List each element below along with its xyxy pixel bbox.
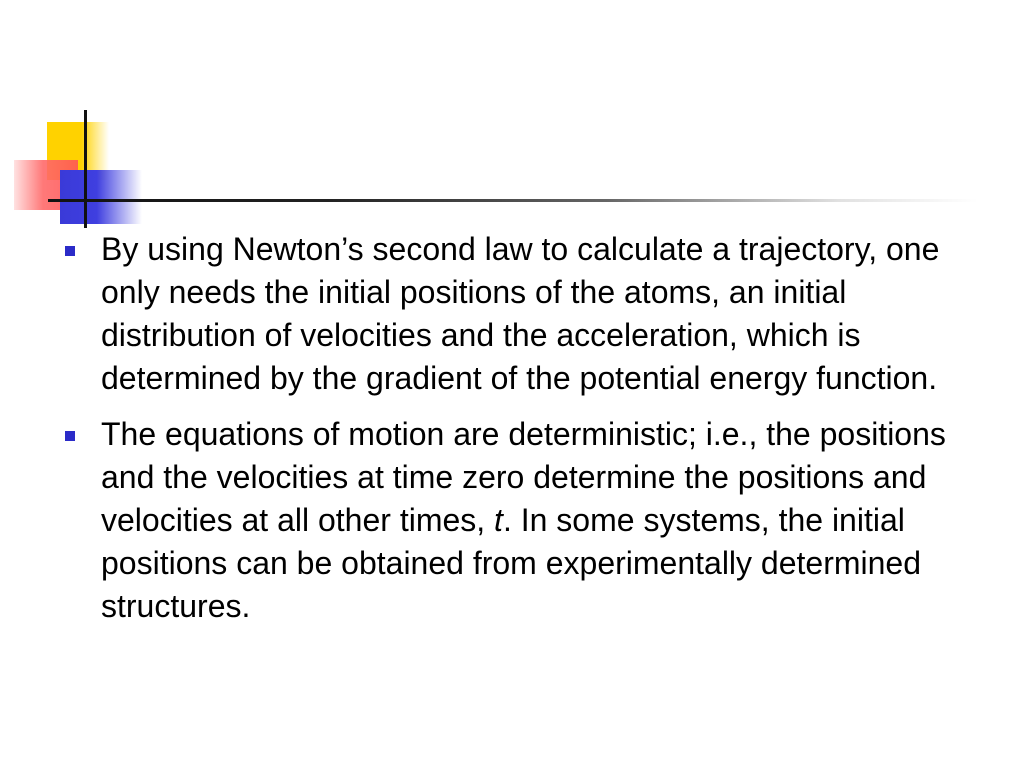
bullet-text: By using Newton’s second law to calculate a trajectory, one only needs the initial positions of the atoms, an initial distribution of velocities and the acceleration, which is determined by the gradient of the potential energy function. <box>101 231 940 396</box>
bullet-list <box>62 228 972 641</box>
bullet-item <box>62 228 972 400</box>
bullet-text-part: The equations of motion are deterministic; i.e., the positions and the velocities at time zero determine the positions and velocities at all other times, <box>101 416 946 538</box>
decorative-horizontal-rule <box>48 199 978 202</box>
square-bullet-icon <box>65 246 75 256</box>
bullet-text-italic-variable: t <box>494 502 503 538</box>
bullet-item <box>62 413 972 628</box>
decorative-blue-square <box>60 170 142 224</box>
decorative-vertical-line <box>84 110 87 228</box>
bullet-text-part: . In some systems, the initial positions can be obtained from experimentally determined structures. <box>101 502 922 624</box>
bullet-text <box>101 413 972 628</box>
square-bullet-icon <box>65 431 75 441</box>
